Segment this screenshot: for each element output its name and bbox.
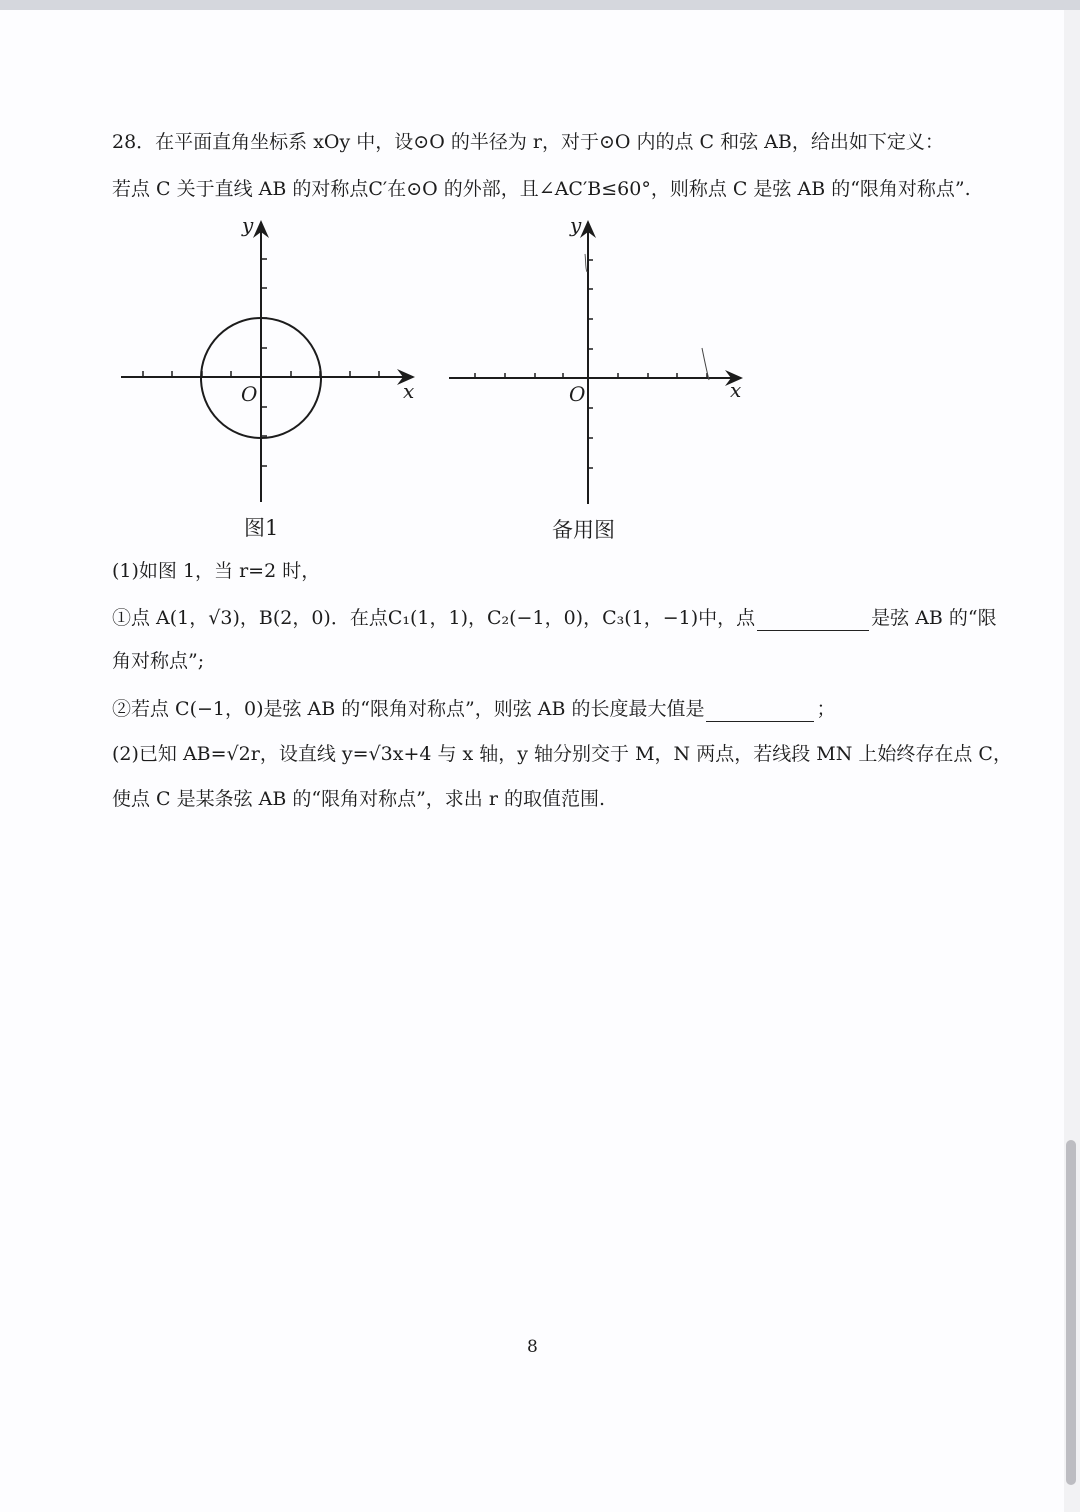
page-number: 8: [527, 1337, 538, 1357]
part-1a-text-after: 是弦 AB 的“限: [871, 607, 997, 629]
part-2-line-1: (2)已知 AB=√2r，设直线 y=√3x+4 与 x 轴，y 轴分别交于 M，N 两点，若线段 MN 上始终存在点 C，: [112, 743, 1012, 765]
part-1b-question: [112, 696, 835, 722]
part-1-intro: (1)如图 1，当 r=2 时，: [112, 560, 321, 582]
scrollbar-thumb[interactable]: [1066, 1140, 1076, 1485]
problem-statement-line-1: 28．在平面直角坐标系 xOy 中，设⊙O 的半径为 r，对于⊙O 内的点 C 和弦 AB，给出如下定义：: [112, 131, 944, 153]
part-2-line-2: 使点 C 是某条弦 AB 的“限角对称点”，求出 r 的取值范围.: [112, 788, 606, 810]
figure-2-coordinate-plot: [445, 212, 755, 512]
x-axis-label: x: [403, 379, 415, 403]
answer-blank-2[interactable]: [706, 701, 814, 722]
figure-2-caption: 备用图: [552, 518, 615, 542]
answer-blank-1[interactable]: [757, 610, 869, 631]
window-top-bar: [0, 0, 1080, 10]
part-1b-text-before: ②若点 C(−1，0)是弦 AB 的“限角对称点”，则弦 AB 的长度最大值是: [112, 698, 705, 720]
x-axis-label: x: [730, 378, 742, 402]
origin-label: O: [569, 382, 586, 406]
part-1b-text-after: ；: [816, 698, 836, 720]
origin-label: O: [241, 382, 258, 406]
part-1a-continuation: 角对称点”;: [112, 650, 205, 672]
y-axis-label: y: [242, 213, 254, 237]
figure-1-coordinate-plot: [115, 212, 425, 512]
part-1a-text-before: ①点 A(1，√3)，B(2，0)．在点C₁(1，1)，C₂(−1，0)，C₃(1，−1)中，点: [112, 607, 756, 629]
figure-1-caption: 图1: [244, 516, 279, 540]
problem-statement-line-2: 若点 C 关于直线 AB 的对称点C′在⊙O 的外部，且∠AC′B≤60°，则称点 C 是弦 AB 的“限角对称点”.: [112, 178, 971, 200]
y-axis-label: y: [570, 213, 582, 237]
part-1a-question: [112, 605, 997, 631]
